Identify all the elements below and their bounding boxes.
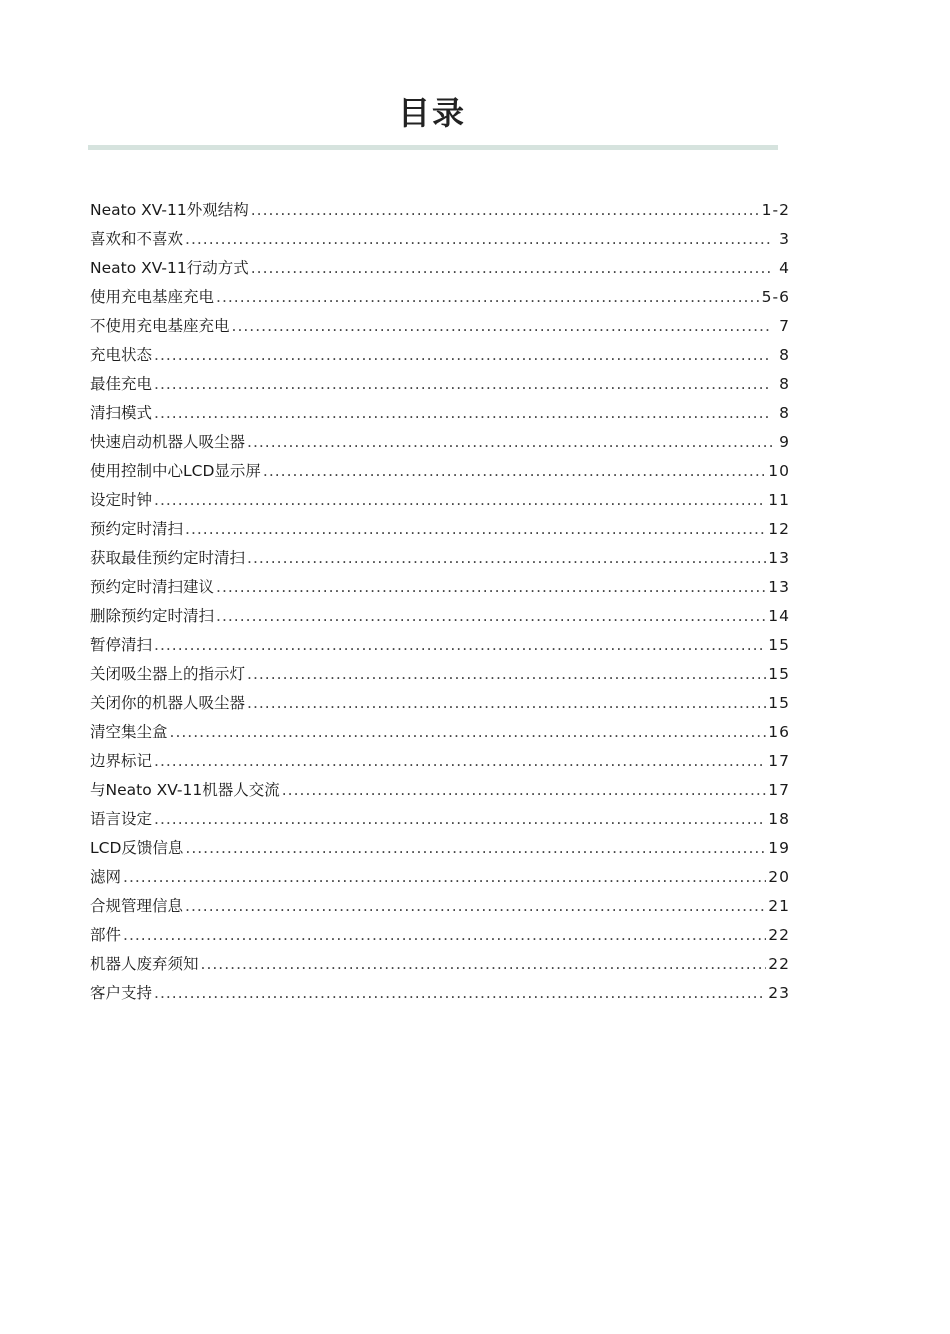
toc-entry[interactable] (90, 428, 790, 457)
toc-entry-page: 17 (768, 752, 790, 770)
toc-entry[interactable] (90, 254, 790, 283)
toc-entry-page: 8 (779, 404, 790, 422)
toc-entry-label: LCD反馈信息 (90, 839, 184, 857)
toc-entry[interactable] (90, 225, 790, 254)
toc-entry-page: 15 (768, 694, 790, 712)
toc-entry[interactable] (90, 370, 790, 399)
toc-entry[interactable] (90, 399, 790, 428)
toc-dot-leader (232, 312, 772, 341)
toc-dot-leader (154, 631, 766, 660)
toc-entry-page: 12 (768, 520, 790, 538)
toc-entry-label: 关闭你的机器人吸尘器 (90, 694, 246, 712)
toc-entry-label: 暂停清扫 (90, 636, 153, 654)
toc-entry-page: 10 (768, 462, 790, 480)
toc-entry-label: 使用控制中心LCD显示屏 (90, 462, 261, 480)
toc-entry[interactable] (90, 602, 790, 631)
toc-entry-label: 预约定时清扫建议 (90, 578, 215, 596)
toc-entry[interactable] (90, 631, 790, 660)
toc-entry[interactable] (90, 718, 790, 747)
toc-entry-label: 清空集尘盒 (90, 723, 168, 741)
toc-entry-label: 喜欢和不喜欢 (90, 230, 184, 248)
toc-entry[interactable] (90, 196, 790, 225)
toc-dot-leader (251, 196, 760, 225)
toc-entry[interactable] (90, 892, 790, 921)
page-title: 目录 (397, 94, 466, 132)
toc-entry[interactable] (90, 689, 790, 718)
toc-entry[interactable] (90, 979, 790, 1008)
toc-entry-page: 3 (779, 230, 790, 248)
toc-entry[interactable] (90, 283, 790, 312)
toc-entry-page: 7 (779, 317, 790, 335)
toc-entry-page: 19 (768, 839, 790, 857)
toc-dot-leader (154, 341, 772, 370)
toc-dot-leader (263, 457, 766, 486)
toc-dot-leader (185, 515, 766, 544)
toc-dot-leader (185, 834, 766, 863)
toc-dot-leader (247, 660, 766, 689)
toc-entry-page: 20 (768, 868, 790, 886)
toc-entry[interactable] (90, 573, 790, 602)
toc-entry-page: 17 (768, 781, 790, 799)
toc-entry-label: Neato XV-11行动方式 (90, 259, 249, 277)
title-underline (88, 145, 778, 150)
toc-dot-leader (216, 573, 766, 602)
toc-entry[interactable] (90, 515, 790, 544)
toc-dot-leader (216, 602, 766, 631)
toc-entry-page: 21 (768, 897, 790, 915)
toc-dot-leader (185, 892, 766, 921)
toc-entry-page: 23 (768, 984, 790, 1002)
toc-entry-label: 滤网 (90, 868, 122, 886)
toc-entry-page: 9 (779, 433, 790, 451)
toc-entry-page: 14 (768, 607, 790, 625)
toc-entry-page: 22 (768, 955, 790, 973)
toc-entry-label: 预约定时清扫 (90, 520, 184, 538)
toc-entry-label: 边界标记 (90, 752, 153, 770)
toc-entry-page: 4 (779, 259, 790, 277)
toc-entry-page: 16 (768, 723, 790, 741)
toc-entry-label: 清扫模式 (90, 404, 153, 422)
toc-entry-page: 15 (768, 636, 790, 654)
toc-entry-label: 删除预约定时清扫 (90, 607, 215, 625)
toc-entry-page: 22 (768, 926, 790, 944)
toc-entry[interactable] (90, 486, 790, 515)
toc-entry-label: 最佳充电 (90, 375, 153, 393)
toc-entry[interactable] (90, 660, 790, 689)
toc-entry-label: Neato XV-11外观结构 (90, 201, 249, 219)
toc-dot-leader (154, 370, 772, 399)
toc-entry-page: 18 (768, 810, 790, 828)
toc-entry-label: 不使用充电基座充电 (90, 317, 230, 335)
toc-entry-label: 机器人废弃须知 (90, 955, 199, 973)
toc-entry[interactable] (90, 341, 790, 370)
toc-dot-leader (282, 776, 767, 805)
toc-entry-page: 5-6 (761, 288, 790, 306)
toc-entry[interactable] (90, 834, 790, 863)
toc-dot-leader (170, 718, 767, 747)
toc-entry[interactable] (90, 805, 790, 834)
toc-entry-label: 关闭吸尘器上的指示灯 (90, 665, 246, 683)
toc-entry-page: 8 (779, 346, 790, 364)
toc-entry-page: 13 (768, 578, 790, 596)
toc-dot-leader (201, 950, 767, 979)
toc-entry-page: 15 (768, 665, 790, 683)
toc-dot-leader (123, 863, 766, 892)
toc-dot-leader (154, 747, 766, 776)
toc-entry[interactable] (90, 544, 790, 573)
toc-dot-leader (247, 544, 766, 573)
toc-entry[interactable] (90, 863, 790, 892)
toc-entry-label: 语言设定 (90, 810, 153, 828)
toc-entry[interactable] (90, 921, 790, 950)
toc-entry[interactable] (90, 950, 790, 979)
toc-entry-label: 设定时钟 (90, 491, 153, 509)
toc-entry[interactable] (90, 312, 790, 341)
toc-entry-label: 部件 (90, 926, 122, 944)
toc-entry[interactable] (90, 457, 790, 486)
toc-entry-page: 1-2 (761, 201, 790, 219)
toc-dot-leader (154, 399, 772, 428)
table-of-contents (90, 196, 790, 1008)
toc-entry[interactable] (90, 776, 790, 805)
toc-entry-page: 8 (779, 375, 790, 393)
toc-dot-leader (251, 254, 772, 283)
toc-dot-leader (247, 689, 766, 718)
toc-dot-leader (247, 428, 772, 457)
toc-entry[interactable] (90, 747, 790, 776)
toc-dot-leader (154, 979, 766, 1008)
toc-entry-page: 13 (768, 549, 790, 567)
toc-entry-label: 合规管理信息 (90, 897, 184, 915)
toc-dot-leader (154, 486, 766, 515)
toc-dot-leader (154, 805, 766, 834)
toc-dot-leader (216, 283, 760, 312)
toc-entry-page: 11 (768, 491, 790, 509)
toc-dot-leader (185, 225, 772, 254)
toc-entry-label: 充电状态 (90, 346, 153, 364)
toc-entry-label: 快速启动机器人吸尘器 (90, 433, 246, 451)
toc-entry-label: 与Neato XV-11机器人交流 (90, 781, 280, 799)
toc-entry-label: 获取最佳预约定时清扫 (90, 549, 246, 567)
toc-entry-label: 客户支持 (90, 984, 153, 1002)
toc-dot-leader (123, 921, 766, 950)
toc-entry-label: 使用充电基座充电 (90, 288, 215, 306)
